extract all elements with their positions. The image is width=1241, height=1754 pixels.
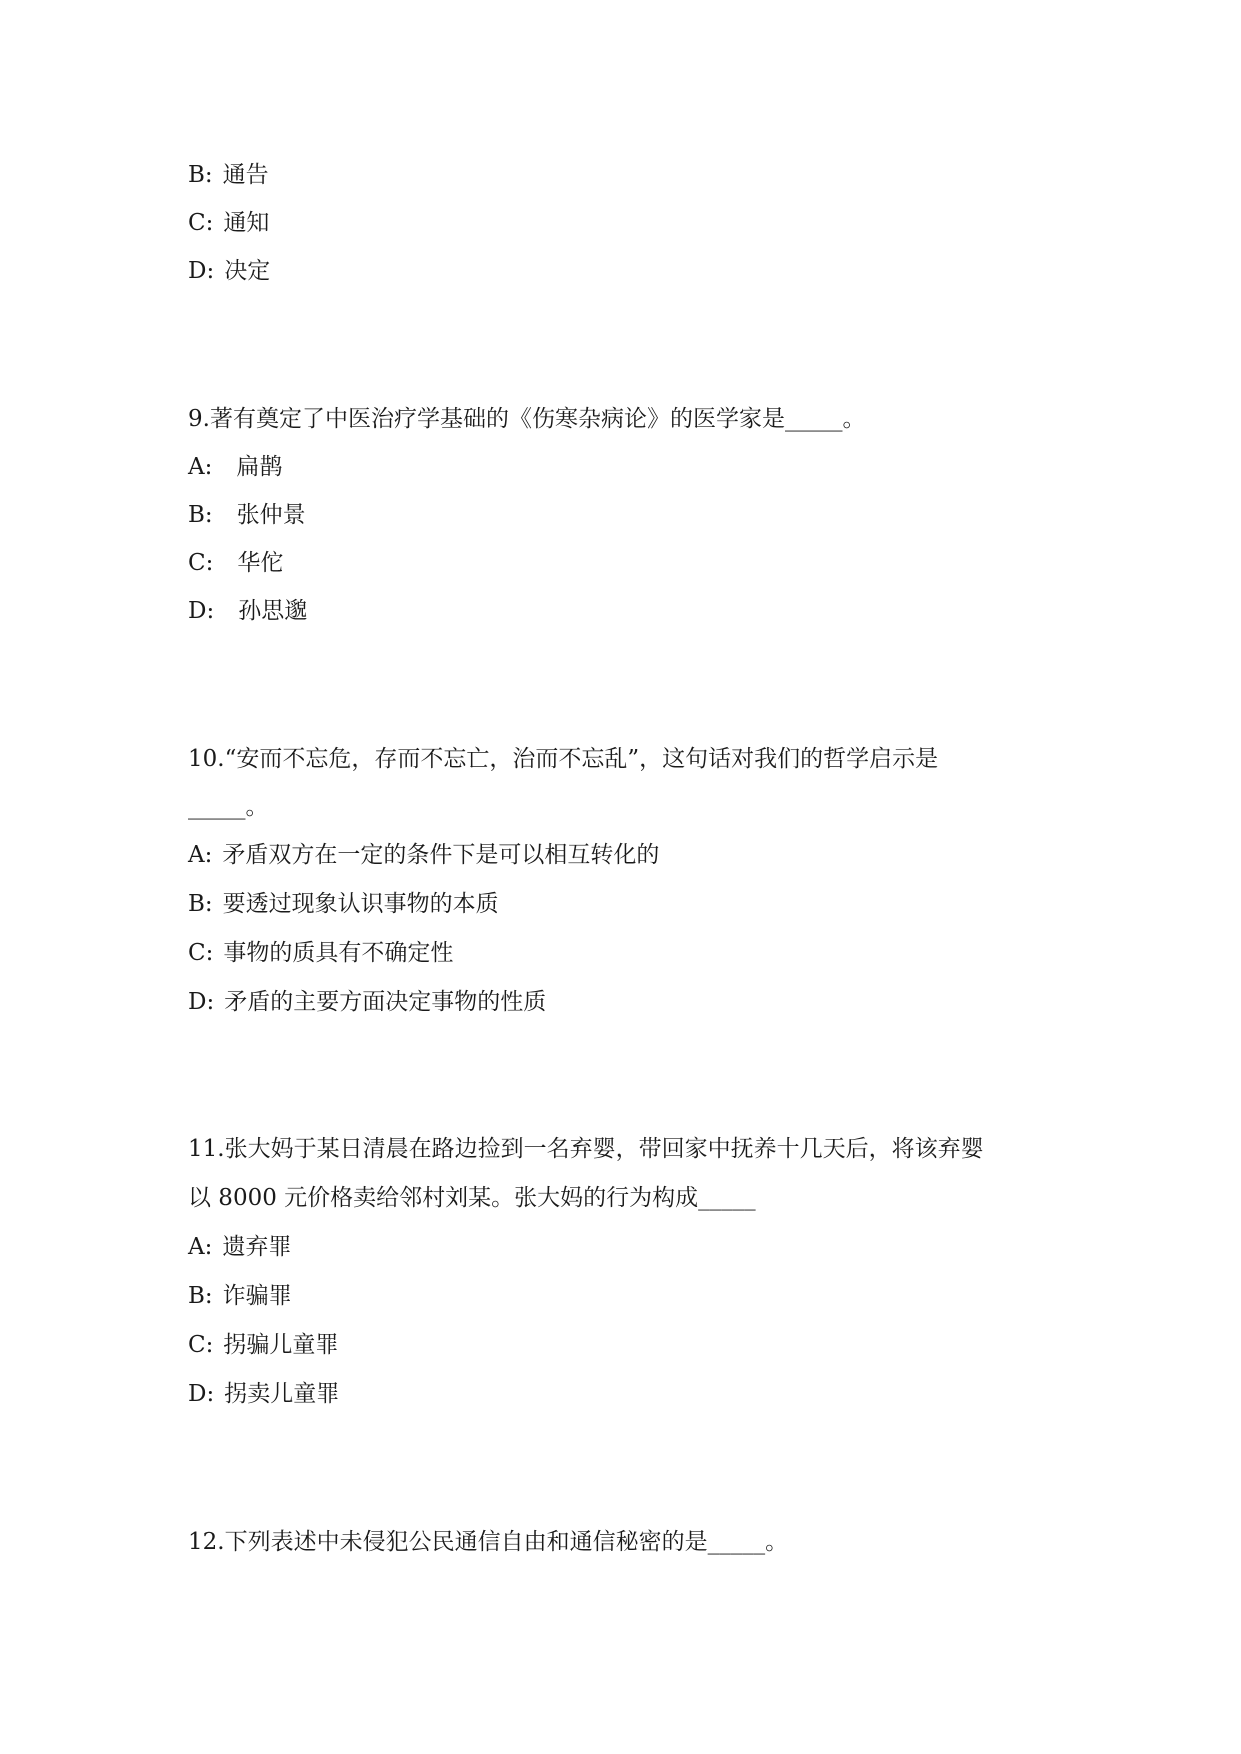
option-label: D: <box>188 258 215 284</box>
option-label: D: <box>188 1381 215 1407</box>
option-label: C: <box>188 210 214 236</box>
option-label: A: <box>188 1234 213 1260</box>
option-text: 遗弃罪 <box>222 1234 292 1260</box>
question-11-stem-line2: 以 8000 元价格卖给邻村刘某。张大妈的行为构成_____ <box>188 1185 756 1211</box>
option-q9-c <box>188 548 283 578</box>
option-q11-b <box>188 1281 292 1311</box>
option-label: A: <box>188 454 213 480</box>
option-q8-b <box>188 160 269 190</box>
option-q9-b <box>188 500 306 530</box>
option-label: C: <box>188 1332 214 1358</box>
option-q10-a <box>188 840 659 870</box>
option-q9-a <box>188 452 282 482</box>
option-text: 通知 <box>223 210 270 236</box>
question-9-stem: 9.著有奠定了中医治疗学基础的《伤寒杂病论》的医学家是_____。 <box>188 406 866 432</box>
option-text: 孙思邈 <box>238 598 308 624</box>
option-text: 通告 <box>222 162 269 188</box>
option-label: B: <box>188 502 213 528</box>
option-text: 要透过现象认识事物的本质 <box>222 891 499 917</box>
option-text: 华佗 <box>237 550 284 576</box>
option-text: 拐骗儿童罪 <box>223 1332 339 1358</box>
option-label: B: <box>188 1283 213 1309</box>
option-text: 扁鹊 <box>236 454 283 480</box>
option-text: 诈骗罪 <box>222 1283 292 1309</box>
option-label: C: <box>188 940 214 966</box>
option-label: B: <box>188 162 213 188</box>
option-text: 决定 <box>224 258 271 284</box>
option-label: D: <box>188 598 215 624</box>
question-10-stem-line1: 10.“安而不忘危，存而不忘亡，治而不忘乱”，这句话对我们的哲学启示是 <box>188 746 939 772</box>
option-q11-a <box>188 1232 291 1262</box>
option-q10-d <box>188 987 546 1017</box>
option-label: C: <box>188 550 214 576</box>
option-label: A: <box>188 842 213 868</box>
question-10-stem-line2: _____。 <box>188 794 269 820</box>
option-text: 拐卖儿童罪 <box>224 1381 340 1407</box>
question-12-stem: 12.下列表述中未侵犯公民通信自由和通信秘密的是_____。 <box>188 1529 789 1555</box>
option-q10-b <box>188 889 499 919</box>
option-q10-c <box>188 938 453 968</box>
option-q11-d <box>188 1379 339 1409</box>
option-text: 矛盾双方在一定的条件下是可以相互转化的 <box>222 842 660 868</box>
option-label: B: <box>188 891 213 917</box>
option-text: 事物的质具有不确定性 <box>223 940 454 966</box>
option-text: 张仲景 <box>236 502 306 528</box>
option-q8-c <box>188 208 269 238</box>
option-q9-d <box>188 596 307 626</box>
question-11-stem-line1: 11.张大妈于某日清晨在路边捡到一名弃婴，带回家中抚养十几天后，将该弃婴 <box>188 1136 984 1162</box>
option-text: 矛盾的主要方面决定事物的性质 <box>224 989 547 1015</box>
option-q11-c <box>188 1330 338 1360</box>
option-q8-d <box>188 256 270 286</box>
option-label: D: <box>188 989 215 1015</box>
